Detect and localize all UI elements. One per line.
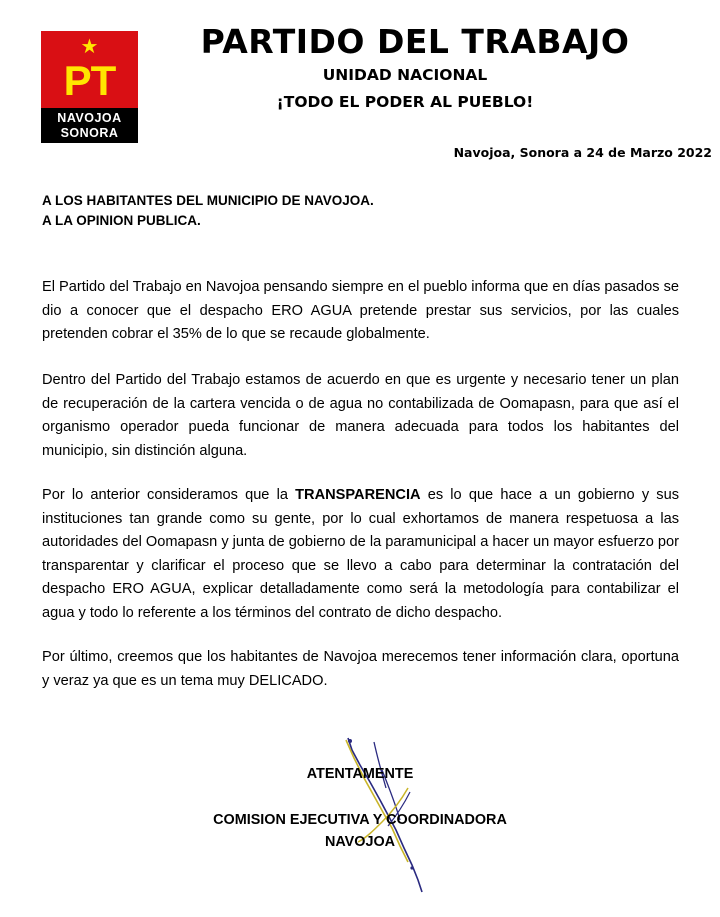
- logo-city-line2: SONORA: [60, 126, 119, 140]
- closing-city: NAVOJOA: [324, 834, 396, 850]
- star-icon: ★: [80, 36, 99, 58]
- addressee-line1: A LOS HABITANTES DEL MUNICIPIO DE NAVOJOA.: [42, 193, 374, 208]
- logo-city-band: [41, 108, 138, 143]
- paragraph-2: Dentro del Partido del Trabajo estamos de acuerdo en que es urgente y necesario tener un plan de recuperación de la cartera vencida o de agua no contabilizada de Oomapasn, para que así el organismo operador pueda funcionar de manera adecuada para todos los habitantes del municipio, sin distinción alguna.: [42, 372, 679, 459]
- closing-salutation: ATENTAMENTE: [306, 766, 414, 782]
- paragraph-4: Por último, creemos que los habitantes de Navojoa merecemos tener información clara, oportuna y veraz ya que es un tema muy DELICADO.: [42, 649, 679, 689]
- paragraph-3: [42, 484, 679, 625]
- logo-city-line1: NAVOJOA: [57, 111, 122, 125]
- place-date: Navojoa, Sonora a 24 de Marzo 2022: [453, 145, 712, 160]
- party-title: PARTIDO DEL TRABAJO: [200, 22, 630, 61]
- paragraph-3-end: es lo que hace a un gobierno y sus instituciones tan grande como su gente, por lo cual exhortamos de manera respetuosa a las autoridades del Oomapasn y junta de gobierno de la paramunicipal a hacer un mayor esfuerzo por transparentar y clarificar el proceso que se llevo a cabo para determinar la contratación del despacho ERO AGUA, explicar detalladamente como será la metodología para contabilizar el agua y todo lo referente a los términos del contrato de dicho despacho.: [42, 487, 680, 621]
- paragraph-1: El Partido del Trabajo en Navojoa pensando siempre en el pueblo informa que en días pasados se dio a conocer que el despacho ERO AGUA pretende prestar sus servicios, por las cuales pretenden cobrar el 35% de lo que se recaude globalmente.: [42, 279, 679, 342]
- addressee-line2: A LA OPINION PUBLICA.: [42, 213, 201, 228]
- logo-initials: PT: [63, 57, 116, 104]
- closing-committee: COMISION EJECUTIVA Y COORDINADORA: [213, 812, 507, 828]
- logo-red-block: [41, 31, 138, 108]
- paragraph-3-start: Por lo anterior consideramos que la: [42, 487, 296, 503]
- subtitle-unity: UNIDAD NACIONAL: [322, 66, 488, 84]
- party-logo: [41, 31, 138, 143]
- paragraph-3-emphasis: TRANSPARENCIA: [295, 487, 421, 503]
- addressee: [42, 191, 374, 231]
- subtitle-slogan: ¡TODO EL PODER AL PUEBLO!: [276, 93, 534, 111]
